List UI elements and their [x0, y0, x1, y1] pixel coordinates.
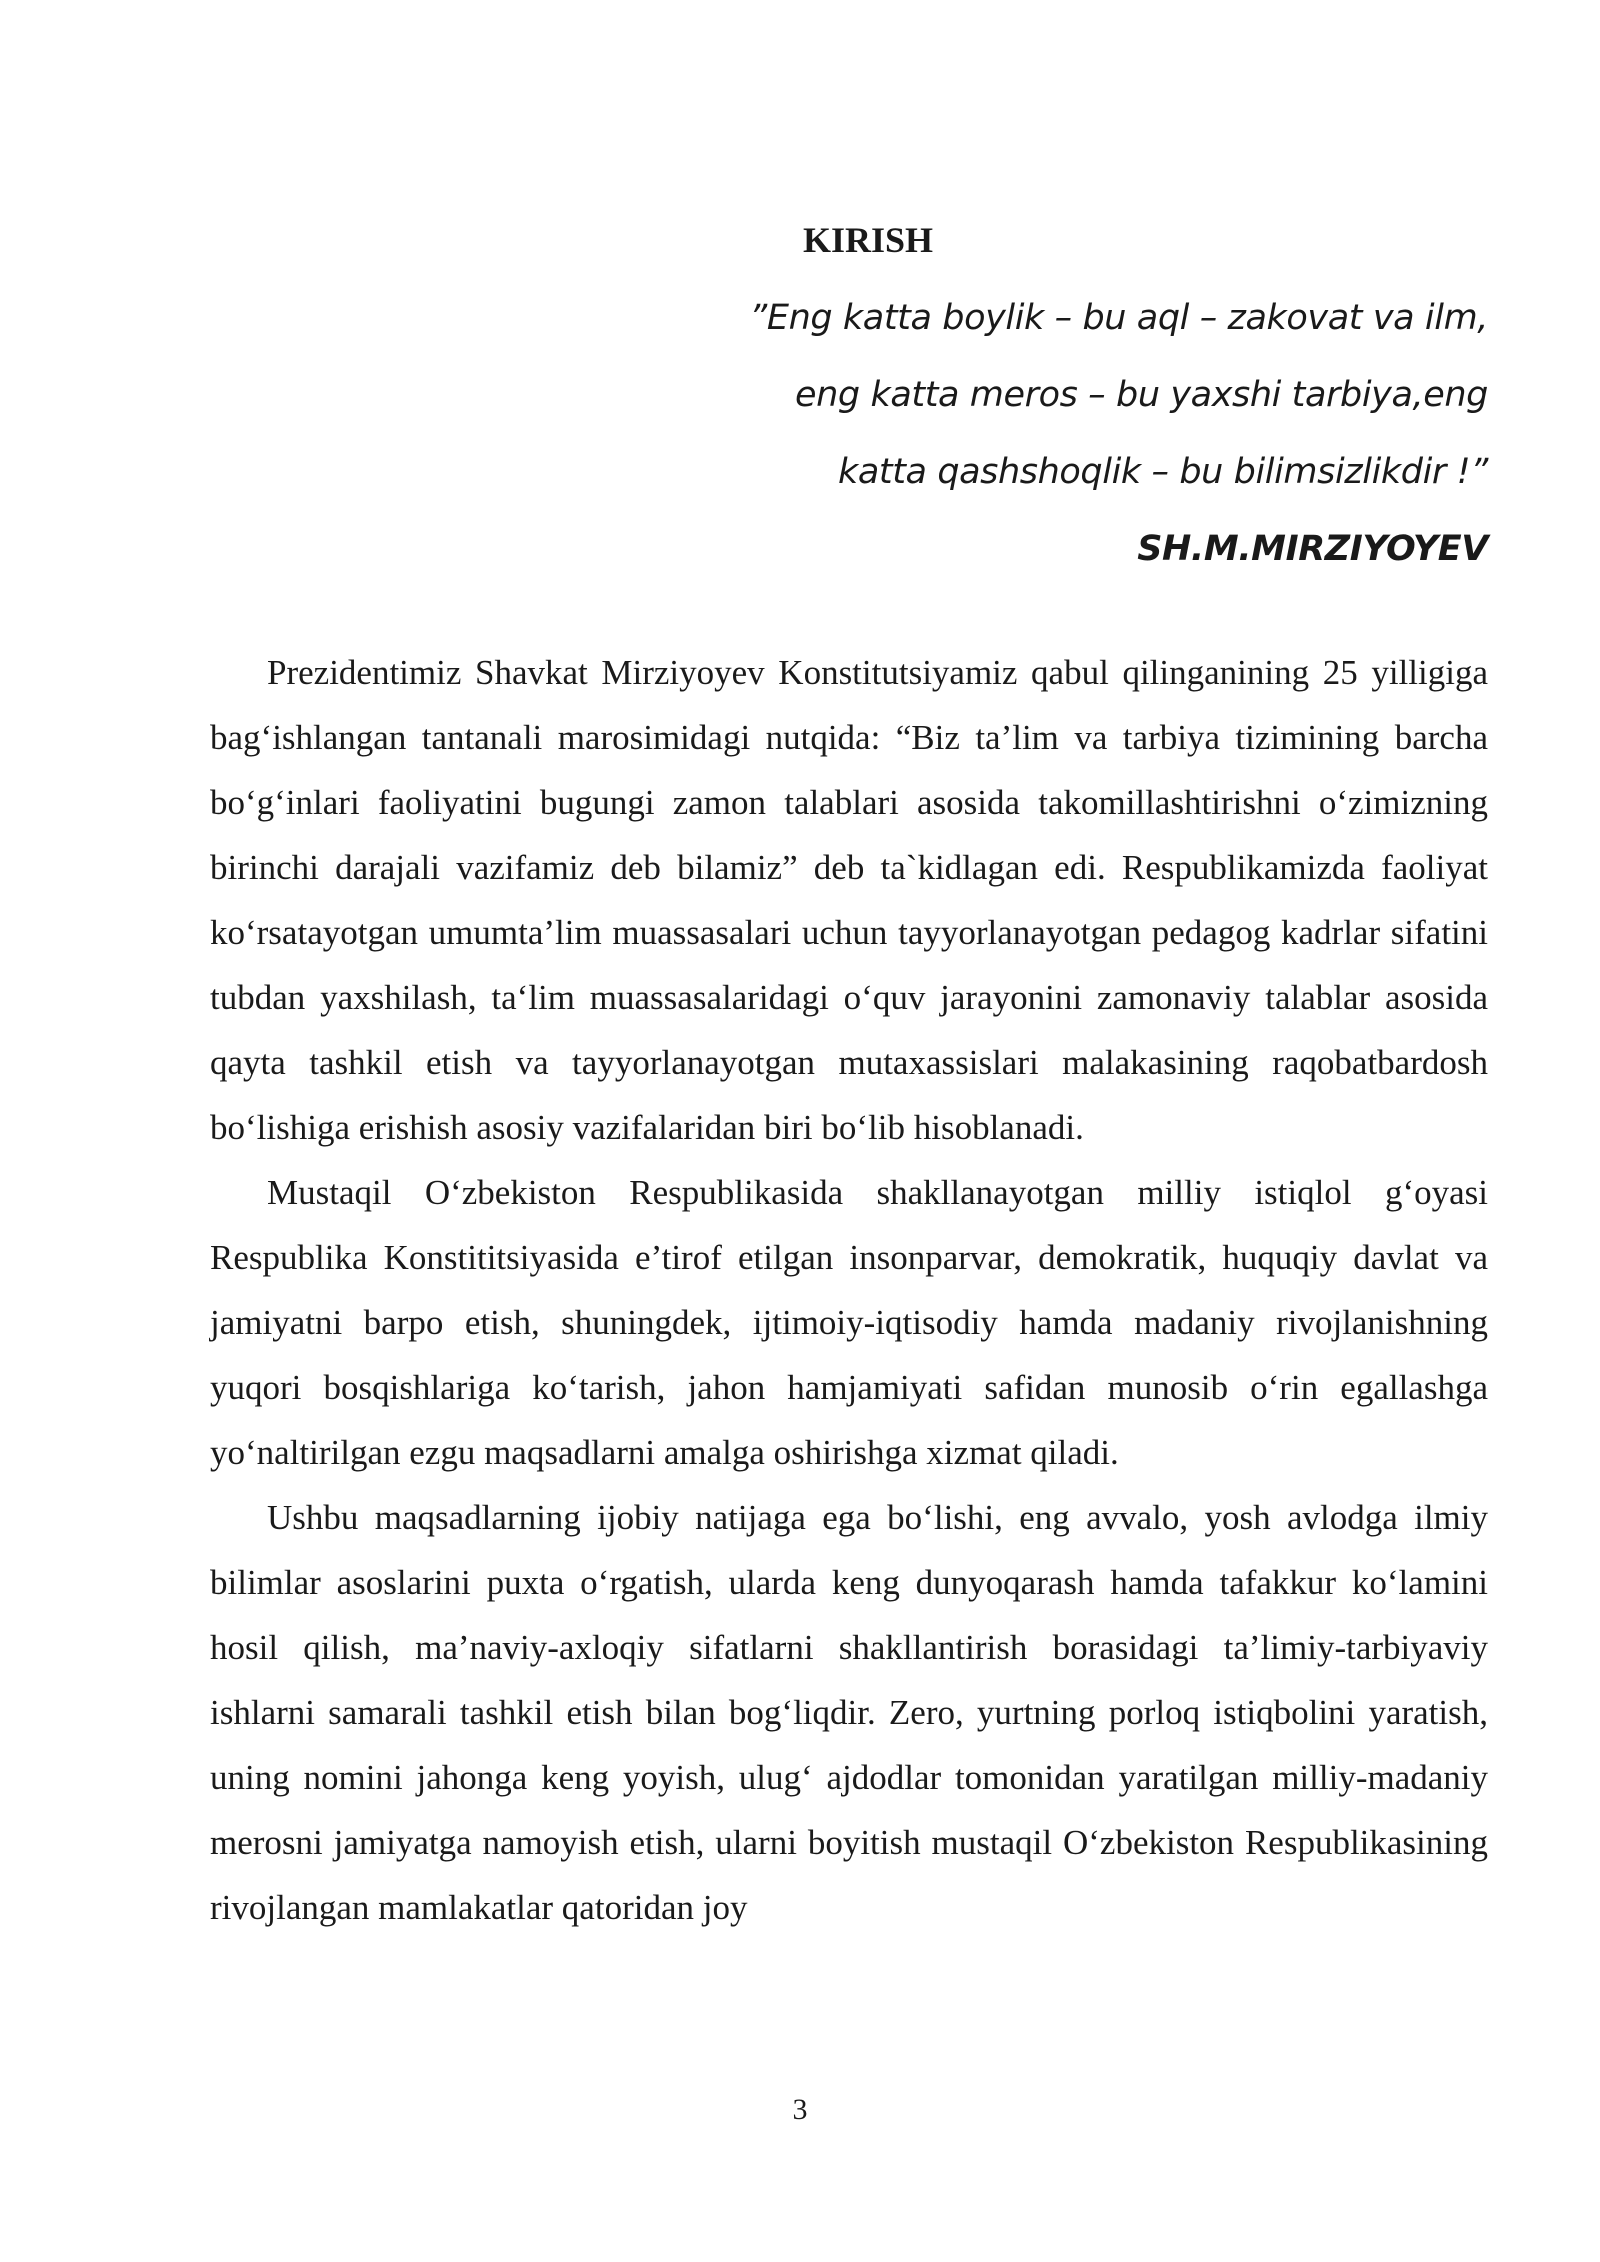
body-text [210, 640, 1488, 1940]
paragraph: Mustaqil O‘zbekiston Respublikasida shakllanayotgan milliy istiqlol g‘oyasi Respublika Konstititsiyasida e’tirof etilgan insonparvar, demokratik, huquqiy davlat va jamiyatni barpo etish, shuningdek, ijtimoiy-iqtisodiy hamda madaniy rivojlanishning yuqori bosqishlariga ko‘tarish, jahon hamjamiyati safidan munosib o‘rin egallashga yo‘naltirilgan ezgu maqsadlarni amalga oshirishga xizmat qiladi. [210, 1173, 1488, 1472]
section-heading: KIRISH [803, 220, 934, 260]
epigraph-line: katta qashshoqlik – bu bilimsizlikdir !” [837, 452, 1488, 492]
epigraph-author: SH.M.MIRZIYOYEV [1137, 529, 1488, 569]
paragraph: Ushbu maqsadlarning ijobiy natijaga ega bo‘lishi, eng avvalo, yosh avlodga ilmiy bilimlar asoslarini puxta o‘rgatish, ularda keng dunyoqarash hamda tafakkur ko‘lamini hosil qilish, ma’naviy-axloqiy sifatlarni shakllantirish borasidagi ta’limiy-tarbiyaviy ishlarni samarali tashkil etish bilan bog‘liqdir. Zero, yurtning porloq istiqbolini yaratish, uning nomini jahonga keng yoyish, ulug‘ ajdodlar tomonidan yaratilgan milliy-madaniy merosni jamiyatga namoyish etish, ularni boyitish mustaqil O‘zbekiston Respublikasining rivojlangan mamlakatlar qatoridan joy [210, 1498, 1488, 1927]
epigraph-line: eng katta meros – bu yaxshi tarbiya,eng [795, 375, 1488, 415]
page-number: 3 [792, 2093, 808, 2126]
paragraph: Prezidentimiz Shavkat Mirziyoyev Konstitutsiyamiz qabul qilinganining 25 yilligiga bag‘ishlangan tantanali marosimidagi nutqida: “Biz ta’lim va tarbiya tizimining barcha bo‘g‘inlari faoliyatini bugungi zamon talablari asosida takomillashtirishni o‘zimizning birinchi darajali vazifamiz deb bilamiz” deb ta`kidlagan edi. Respublikamizda faoliyat ko‘rsatayotgan umumta’lim muassasalari uchun tayyorlanayotgan pedagog kadrlar sifatini tubdan yaxshilash, ta‘lim muassasalaridagi o‘quv jarayonini zamonaviy talablar asosida qayta tashkil etish va tayyorlanayotgan mutaxassislari malakasining raqobatbardosh bo‘lishiga erishish asosiy vazifalaridan biri bo‘lib hisoblanadi. [210, 653, 1488, 1147]
epigraph-line: ”Eng katta boylik – bu aql – zakovat va ilm, [749, 298, 1488, 338]
epigraph [588, 280, 1488, 588]
